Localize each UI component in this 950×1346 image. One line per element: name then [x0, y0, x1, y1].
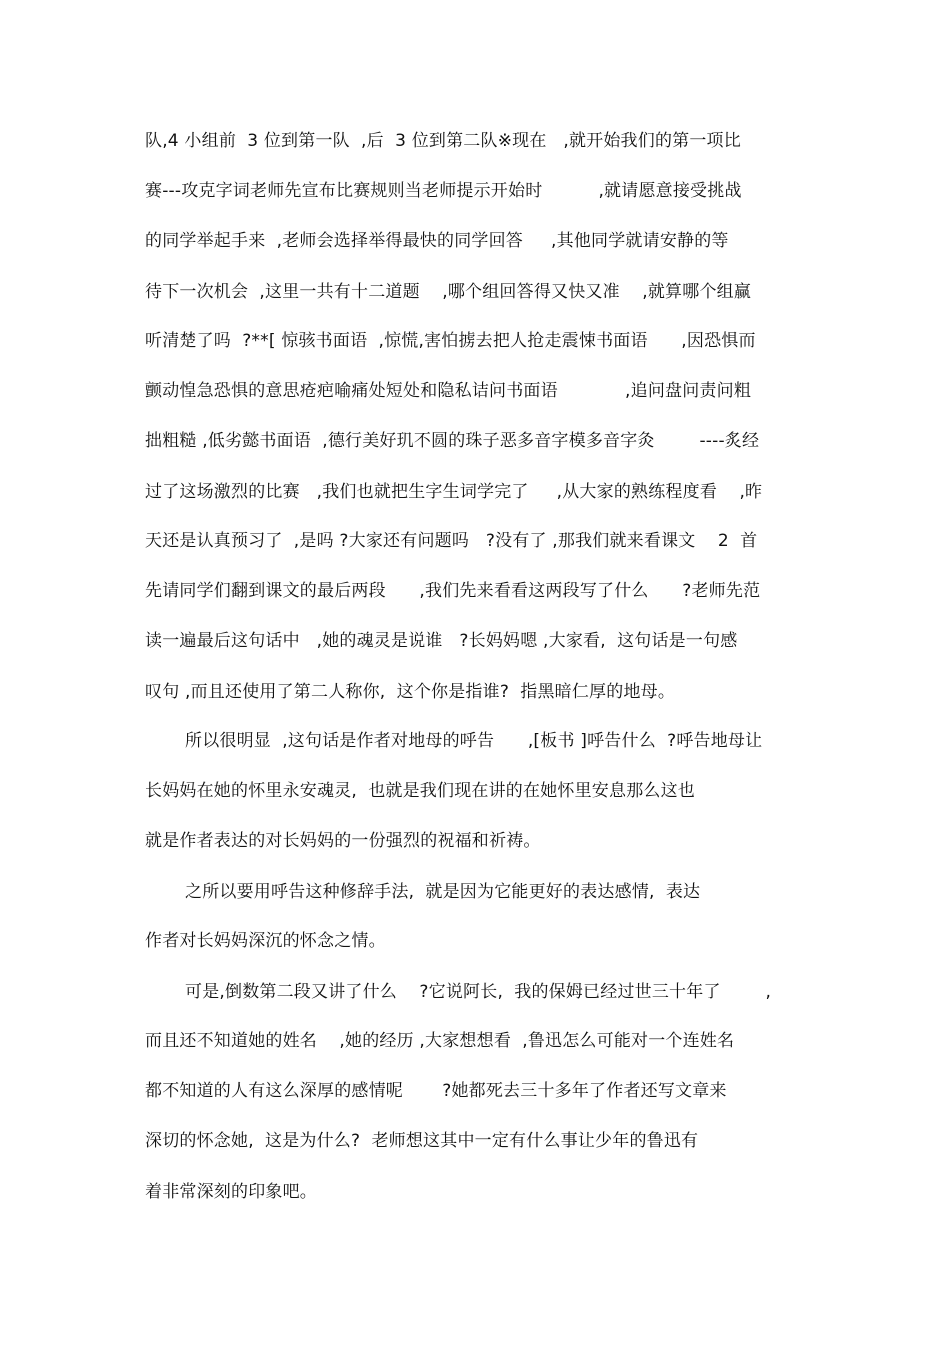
text-line: 颤动惶急恐惧的意思疮疤喻痛处短处和隐私诘问书面语 ,追问盘问责问粗 [145, 381, 752, 401]
text-line: 先请同学们翻到课文的最后两段 ,我们先来看看这两段写了什么 ?老师先范 [145, 581, 761, 601]
text-line: 作者对长妈妈深沉的怀念之情。 [145, 931, 386, 951]
text-line: 而且还不知道她的姓名 ,她的经历 ,大家想想看 ,鲁迅怎么可能对一个连姓名 [145, 1031, 735, 1051]
paragraph-first-line: 可是,倒数第二段又讲了什么 ?它说阿长, 我的保姆已经过世三十年了 , [185, 982, 772, 1002]
text-line: 队,4 小组前 3 位到第一队 ,后 3 位到第二队※现在 ,就开始我们的第一项比 [145, 131, 741, 151]
paragraph-first-line: 所以很明显 ,这句话是作者对地母的呼告 ,[板书 ]呼告什么 ?呼告地母让 [185, 731, 763, 751]
text-line: 长妈妈在她的怀里永安魂灵, 也就是我们现在讲的在她怀里安息那么这也 [145, 781, 696, 801]
text-line: 听清楚了吗 ?**[ 惊骇书面语 ,惊慌,害怕掳去把人抢走震悚书面语 ,因恐惧而 [145, 331, 756, 351]
text-line: 叹句 ,而且还使用了第二人称你, 这个你是指谁? 指黑暗仁厚的地母。 [145, 682, 676, 702]
text-line: 的同学举起手来 ,老师会选择举得最快的同学回答 ,其他同学就请安静的等 [145, 231, 729, 251]
text-line: 就是作者表达的对长妈妈的一份强烈的祝福和祈祷。 [145, 831, 541, 851]
text-line: 待下一次机会 ,这里一共有十二道题 ,哪个组回答得又快又准 ,就算哪个组赢 [145, 282, 752, 302]
paragraph-first-line: 之所以要用呼告这种修辞手法, 就是因为它能更好的表达感情, 表达 [185, 882, 701, 902]
text-line: 拙粗糙 ,低劣懿书面语 ,德行美好玑不圆的珠子恶多音字模多音字灸 ----炙经 [145, 431, 760, 451]
text-line: 过了这场激烈的比赛 ,我们也就把生字生词学完了 ,从大家的熟练程度看 ,昨 [145, 482, 763, 502]
text-line: 着非常深刻的印象吧。 [145, 1182, 317, 1202]
text-line: 都不知道的人有这么深厚的感情呢 ?她都死去三十多年了作者还写文章来 [145, 1081, 727, 1101]
text-line: 深切的怀念她, 这是为什么? 老师想这其中一定有什么事让少年的鲁迅有 [145, 1131, 699, 1151]
text-line: 赛---攻克字词老师先宣布比赛规则当老师提示开始时 ,就请愿意接受挑战 [145, 181, 742, 201]
text-line: 天还是认真预习了 ,是吗 ?大家还有问题吗 ?没有了 ,那我们就来看课文 2 首 [145, 531, 758, 551]
text-line: 读一遍最后这句话中 ,她的魂灵是说谁 ?长妈妈嗯 ,大家看, 这句话是一句感 [145, 631, 738, 651]
